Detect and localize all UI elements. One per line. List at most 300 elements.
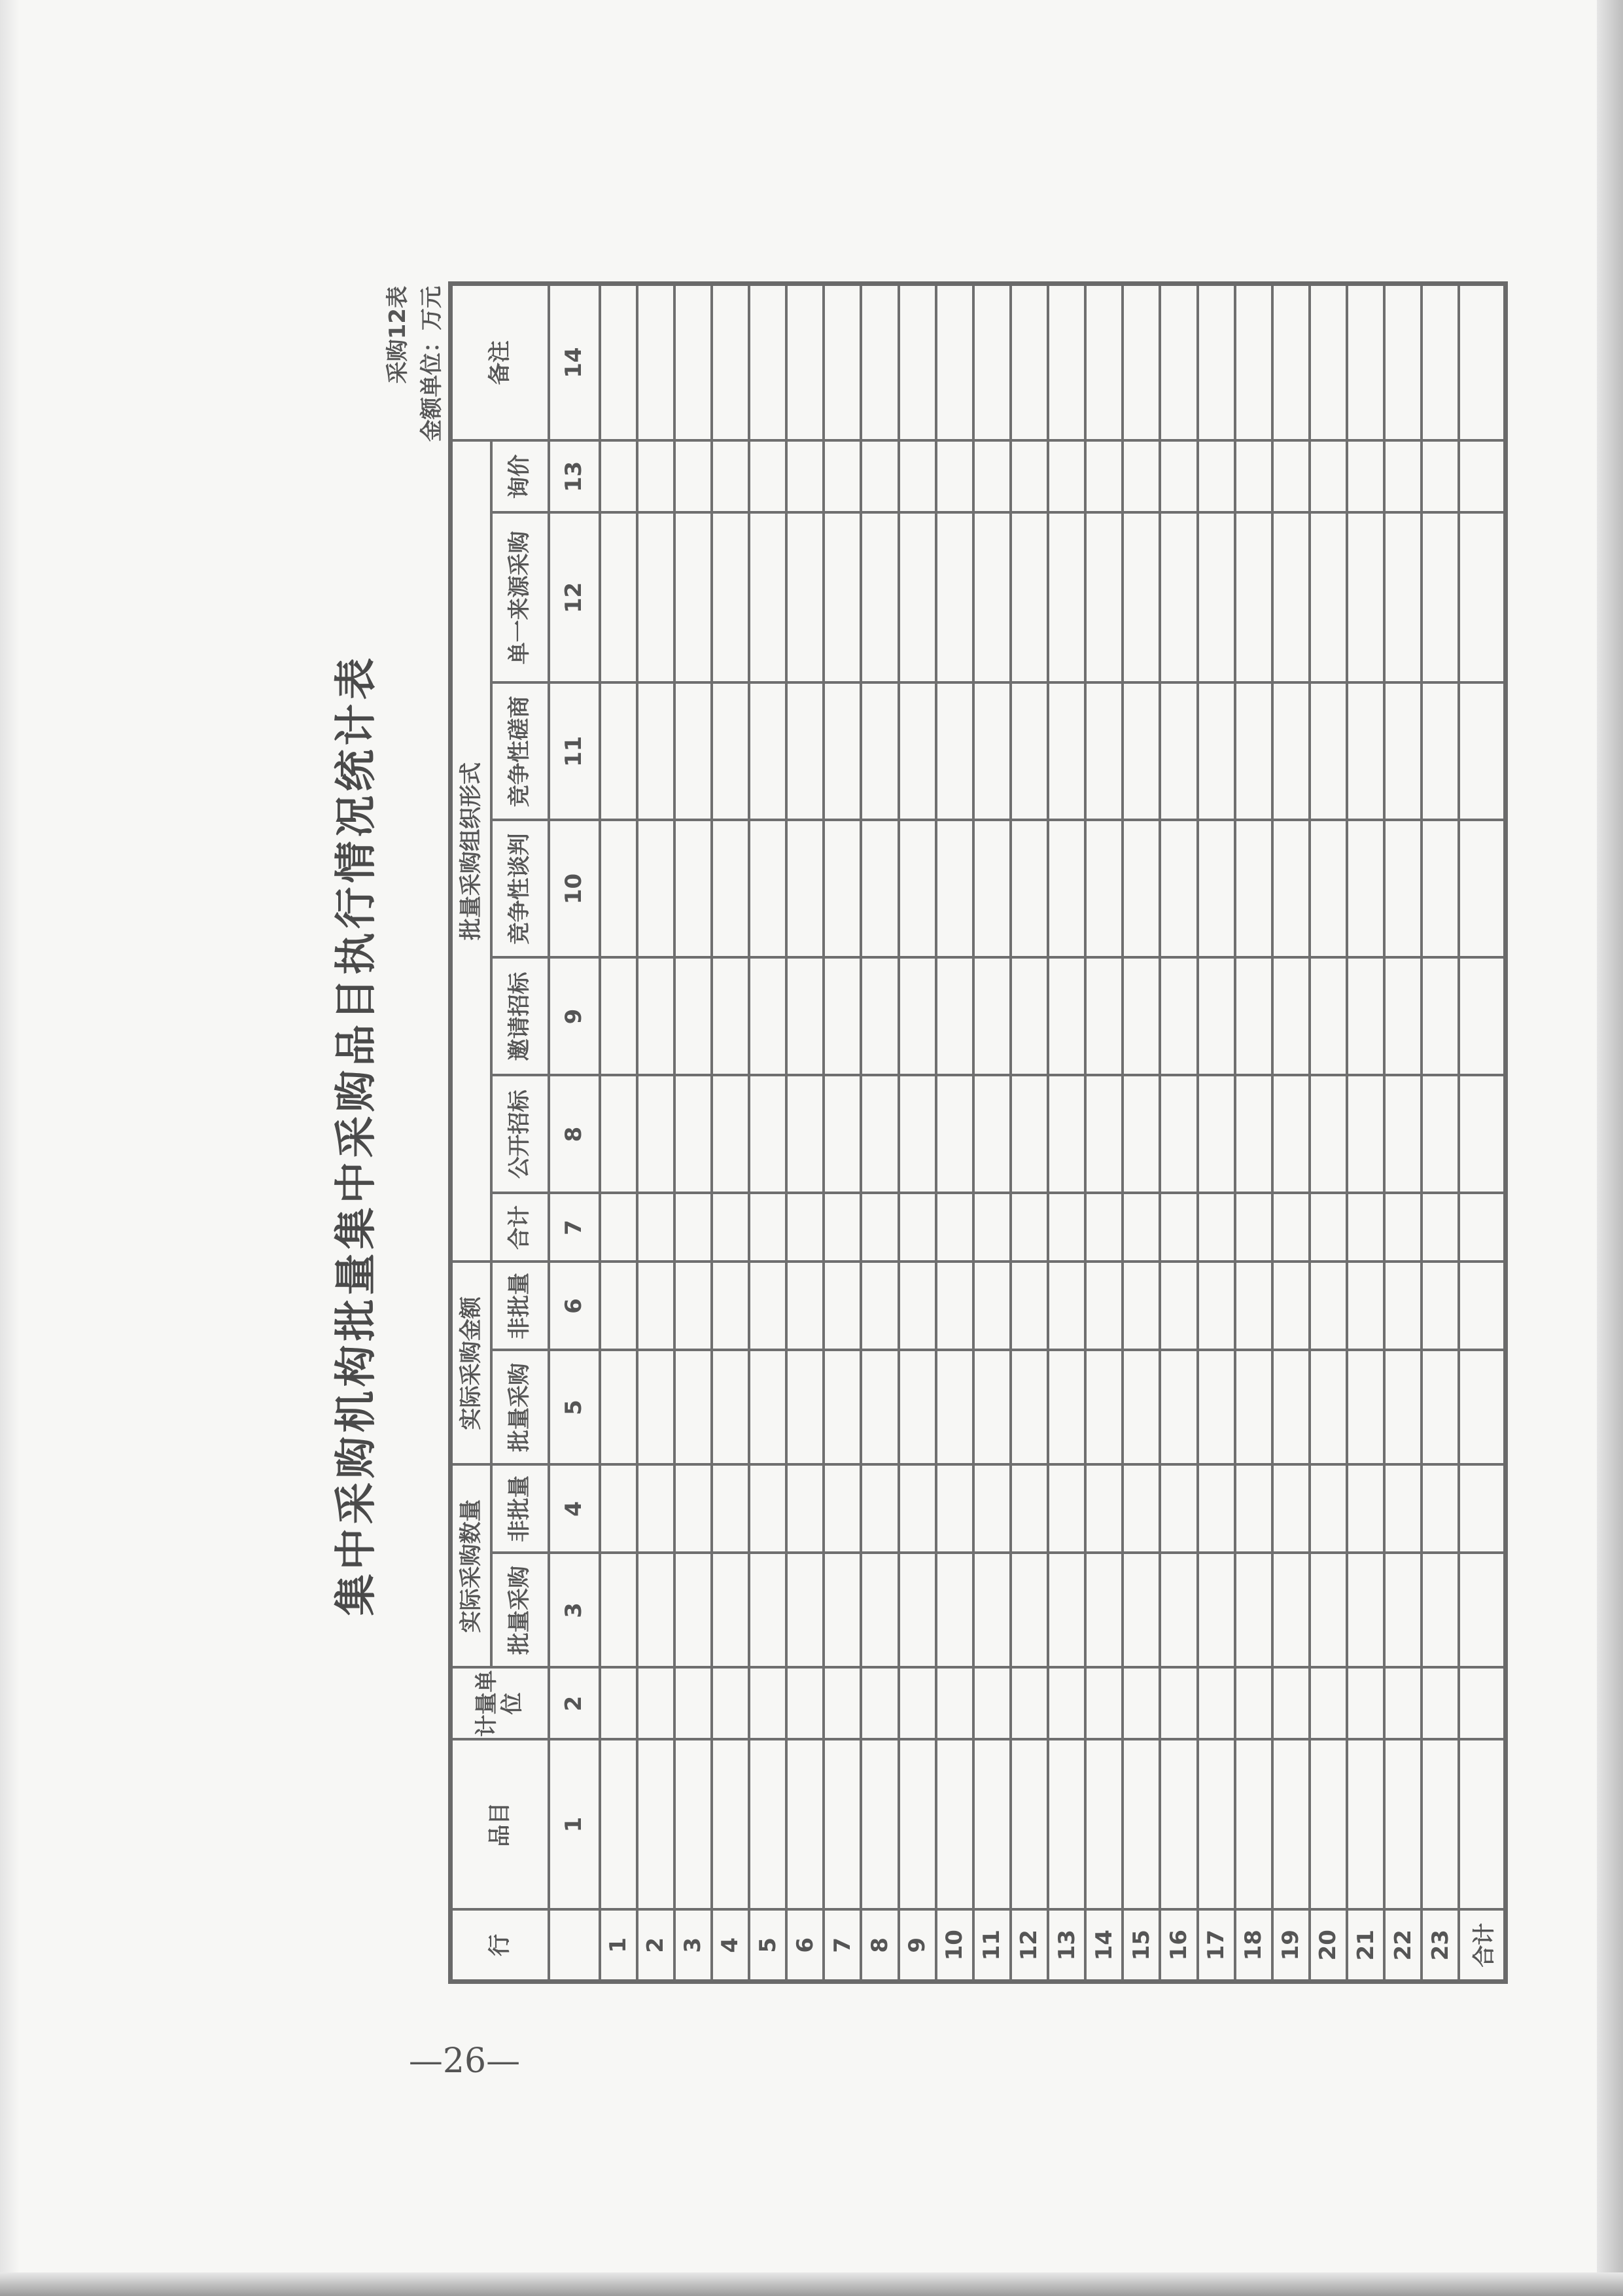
data-cell	[1235, 1465, 1272, 1553]
data-cell	[1384, 513, 1422, 683]
data-cell	[973, 1193, 1011, 1262]
data-cell	[1272, 1465, 1310, 1553]
table-row	[1459, 283, 1505, 1981]
data-cell	[1235, 1076, 1272, 1193]
data-cell	[899, 1668, 936, 1740]
data-cell	[861, 1076, 898, 1193]
data-cell	[1011, 440, 1048, 512]
data-cell	[637, 1193, 674, 1262]
data-cell	[1310, 440, 1347, 512]
header-measure-unit: 计量单位	[451, 1668, 549, 1740]
data-cell	[861, 1262, 898, 1351]
header-amt-non-batch: 非批量	[491, 1262, 549, 1351]
data-cell	[674, 513, 712, 683]
data-cell	[786, 440, 824, 512]
data-cell	[1422, 683, 1459, 821]
data-cell	[1422, 1076, 1459, 1193]
data-cell	[786, 958, 824, 1076]
header-inquiry: 询价	[491, 440, 549, 512]
data-cell	[973, 440, 1011, 512]
data-cell	[786, 1351, 824, 1465]
data-cell	[674, 1668, 712, 1740]
data-cell	[1272, 1262, 1310, 1351]
data-cell	[861, 440, 898, 512]
column-number-cell: 12	[549, 513, 600, 683]
data-cell	[1011, 283, 1048, 440]
data-cell	[1011, 1465, 1048, 1553]
data-cell	[712, 513, 749, 683]
header-method-group: 批量采购组织形式	[451, 440, 491, 1262]
data-cell	[1085, 1553, 1123, 1668]
data-cell	[1310, 283, 1347, 440]
data-cell	[674, 683, 712, 821]
data-cell	[600, 1262, 637, 1351]
data-cell	[861, 1668, 898, 1740]
data-cell	[899, 1076, 936, 1193]
data-cell	[899, 1465, 936, 1553]
data-cell	[1011, 1076, 1048, 1193]
data-cell	[1048, 958, 1085, 1076]
data-cell	[1384, 958, 1422, 1076]
data-cell	[1272, 1076, 1310, 1193]
data-cell	[1011, 821, 1048, 958]
header-remark: 备注	[451, 283, 549, 440]
data-cell	[936, 1553, 973, 1668]
data-cell	[600, 1076, 637, 1193]
data-cell	[824, 1465, 861, 1553]
header-qty-group: 实际采购数量	[451, 1465, 491, 1668]
data-cell	[1347, 440, 1384, 512]
data-cell	[1347, 958, 1384, 1076]
data-cell	[1235, 1193, 1272, 1262]
header-total: 合计	[491, 1193, 549, 1262]
data-cell	[1347, 1351, 1384, 1465]
row-number-cell: 10	[936, 1910, 973, 1982]
data-cell	[1310, 958, 1347, 1076]
data-cell	[1459, 283, 1505, 440]
data-cell	[674, 1553, 712, 1668]
header-open-bid: 公开招标	[491, 1076, 549, 1193]
data-cell	[1085, 683, 1123, 821]
row-number-cell: 13	[1048, 1910, 1085, 1982]
column-number-cell: 2	[549, 1668, 600, 1740]
data-cell	[899, 1193, 936, 1262]
table-row	[1160, 283, 1197, 1981]
data-cell	[1384, 440, 1422, 512]
data-cell	[1310, 1193, 1347, 1262]
data-cell	[1198, 1465, 1235, 1553]
row-number-cell: 15	[1123, 1910, 1160, 1982]
data-cell	[1198, 1351, 1235, 1465]
data-cell	[1310, 683, 1347, 821]
column-number-cell: 4	[549, 1465, 600, 1553]
data-cell	[1347, 683, 1384, 821]
row-number-cell: 6	[786, 1910, 824, 1982]
statistics-table	[448, 281, 1508, 1984]
scan-edge-right	[1597, 0, 1623, 2296]
column-number-cell: 3	[549, 1553, 600, 1668]
table-row	[712, 283, 749, 1981]
data-cell	[712, 1740, 749, 1910]
data-cell	[1123, 821, 1160, 958]
data-cell	[1235, 1351, 1272, 1465]
data-cell	[1048, 1076, 1085, 1193]
data-cell	[1123, 1193, 1160, 1262]
column-number-cell: 5	[549, 1351, 600, 1465]
data-cell	[1123, 683, 1160, 821]
data-cell	[637, 1465, 674, 1553]
header-qty-non-batch: 非批量	[491, 1465, 549, 1553]
row-number-cell: 21	[1347, 1910, 1384, 1982]
data-cell	[674, 1193, 712, 1262]
data-cell	[899, 1740, 936, 1910]
data-cell	[1160, 1740, 1197, 1910]
data-cell	[1160, 1262, 1197, 1351]
data-cell	[899, 283, 936, 440]
data-cell	[824, 1076, 861, 1193]
data-cell	[786, 821, 824, 958]
data-cell	[1085, 958, 1123, 1076]
table-row	[861, 283, 898, 1981]
data-cell	[1422, 283, 1459, 440]
column-number-cell: 10	[549, 821, 600, 958]
table-row	[824, 283, 861, 1981]
data-cell	[786, 1076, 824, 1193]
data-cell	[936, 683, 973, 821]
data-cell	[786, 683, 824, 821]
header-invite-bid: 邀请招标	[491, 958, 549, 1076]
data-cell	[1272, 1553, 1310, 1668]
paper-edge-left	[0, 0, 20, 2296]
data-cell	[1123, 1076, 1160, 1193]
page-number: —26—	[408, 2041, 521, 2081]
data-cell	[1160, 283, 1197, 440]
data-cell	[973, 821, 1011, 958]
header-row-label: 行	[451, 1910, 549, 1982]
data-cell	[1422, 440, 1459, 512]
data-cell	[674, 821, 712, 958]
data-cell	[712, 1262, 749, 1351]
data-cell	[637, 958, 674, 1076]
data-cell	[637, 1076, 674, 1193]
data-cell	[1310, 821, 1347, 958]
row-number-cell: 20	[1310, 1910, 1347, 1982]
data-cell	[1048, 1465, 1085, 1553]
row-number-cell: 1	[600, 1910, 637, 1982]
column-number-cell: 7	[549, 1193, 600, 1262]
data-cell	[600, 1351, 637, 1465]
data-cell	[637, 1668, 674, 1740]
header-comp-consult: 竞争性磋商	[491, 683, 549, 821]
amount-unit-label: 金额单位：万元	[419, 286, 445, 442]
data-cell	[1310, 1351, 1347, 1465]
data-cell	[861, 1193, 898, 1262]
data-cell	[749, 821, 786, 958]
data-cell	[749, 440, 786, 512]
data-cell	[1235, 1262, 1272, 1351]
data-cell	[1198, 440, 1235, 512]
data-cell	[1459, 1465, 1505, 1553]
data-cell	[600, 1553, 637, 1668]
data-cell	[749, 1740, 786, 1910]
data-cell	[1011, 683, 1048, 821]
data-cell	[786, 1262, 824, 1351]
header-amt-batch: 批量采购	[491, 1351, 549, 1465]
data-cell	[1160, 821, 1197, 958]
row-number-cell: 8	[861, 1910, 898, 1982]
table-row	[1123, 283, 1160, 1981]
data-cell	[1011, 1668, 1048, 1740]
data-cell	[824, 1553, 861, 1668]
data-cell	[1085, 440, 1123, 512]
row-number-cell: 12	[1011, 1910, 1048, 1982]
data-cell	[824, 440, 861, 512]
data-cell	[600, 683, 637, 821]
header-qty-batch: 批量采购	[491, 1553, 549, 1668]
data-cell	[1459, 1076, 1505, 1193]
data-cell	[1347, 1553, 1384, 1668]
data-cell	[1011, 1553, 1048, 1668]
data-cell	[1198, 1740, 1235, 1910]
data-cell	[1459, 1262, 1505, 1351]
row-number-cell: 3	[674, 1910, 712, 1982]
data-cell	[861, 683, 898, 821]
table-row	[1422, 283, 1459, 1981]
data-cell	[1198, 958, 1235, 1076]
data-cell	[1347, 1668, 1384, 1740]
data-cell	[1160, 1193, 1197, 1262]
row-number-cell: 23	[1422, 1910, 1459, 1982]
data-cell	[600, 1668, 637, 1740]
column-number-cell: 11	[549, 683, 600, 821]
data-cell	[1198, 1076, 1235, 1193]
data-cell	[1272, 683, 1310, 821]
data-cell	[712, 958, 749, 1076]
data-cell	[1011, 1262, 1048, 1351]
data-cell	[899, 958, 936, 1076]
data-cell	[749, 283, 786, 440]
table-row	[1384, 283, 1422, 1981]
data-cell	[1123, 1465, 1160, 1553]
row-number-cell: 11	[973, 1910, 1011, 1982]
data-cell	[1160, 440, 1197, 512]
data-cell	[936, 1076, 973, 1193]
data-cell	[1459, 1668, 1505, 1740]
data-cell	[899, 440, 936, 512]
data-cell	[637, 513, 674, 683]
data-cell	[1272, 958, 1310, 1076]
data-cell	[1160, 683, 1197, 821]
data-cell	[1160, 1668, 1197, 1740]
data-cell	[1160, 513, 1197, 683]
data-cell	[600, 440, 637, 512]
column-number-cell: 9	[549, 958, 600, 1076]
table-row	[674, 283, 712, 1981]
data-cell	[1422, 1465, 1459, 1553]
data-cell	[1310, 513, 1347, 683]
data-cell	[600, 958, 637, 1076]
data-cell	[712, 1351, 749, 1465]
data-cell	[1422, 821, 1459, 958]
data-cell	[861, 1351, 898, 1465]
data-cell	[1048, 1740, 1085, 1910]
table-row	[786, 283, 824, 1981]
data-cell	[1459, 1740, 1505, 1910]
data-cell	[1459, 958, 1505, 1076]
data-cell	[1459, 1193, 1505, 1262]
row-number-cell: 9	[899, 1910, 936, 1982]
data-cell	[1384, 821, 1422, 958]
data-cell	[1235, 821, 1272, 958]
data-cell	[1085, 1193, 1123, 1262]
table-row	[600, 283, 637, 1981]
data-cell	[637, 1740, 674, 1910]
data-cell	[1048, 1262, 1085, 1351]
data-cell	[1272, 1351, 1310, 1465]
form-title: 集中采购机构批量集中采购品目执行情况统计表	[332, 654, 381, 1616]
column-number-cell: 13	[549, 440, 600, 512]
data-cell	[749, 683, 786, 821]
data-cell	[1310, 1553, 1347, 1668]
data-cell	[1235, 440, 1272, 512]
data-cell	[1347, 283, 1384, 440]
data-cell	[749, 1668, 786, 1740]
data-cell	[749, 1262, 786, 1351]
data-cell	[1085, 1740, 1123, 1910]
data-cell	[749, 513, 786, 683]
data-cell	[1422, 1262, 1459, 1351]
data-cell	[1123, 1262, 1160, 1351]
column-number-cell: 8	[549, 1076, 600, 1193]
data-cell	[1459, 1351, 1505, 1465]
data-cell	[1459, 1553, 1505, 1668]
column-number-row	[549, 283, 600, 1981]
data-cell	[749, 1193, 786, 1262]
data-cell	[1272, 283, 1310, 440]
data-cell	[899, 1262, 936, 1351]
data-cell	[749, 1465, 786, 1553]
data-cell	[936, 958, 973, 1076]
data-cell	[749, 1076, 786, 1193]
data-cell	[1123, 513, 1160, 683]
data-cell	[1310, 1465, 1347, 1553]
data-cell	[824, 1740, 861, 1910]
data-cell	[637, 283, 674, 440]
data-cell	[1123, 1740, 1160, 1910]
data-cell	[1384, 1465, 1422, 1553]
data-cell	[1347, 1262, 1384, 1351]
data-cell	[1459, 683, 1505, 821]
data-cell	[936, 821, 973, 958]
data-cell	[936, 440, 973, 512]
table-row	[749, 283, 786, 1981]
data-cell	[712, 1553, 749, 1668]
table-row	[936, 283, 973, 1981]
data-cell	[824, 513, 861, 683]
data-cell	[637, 821, 674, 958]
row-number-cell: 5	[749, 1910, 786, 1982]
data-cell	[749, 1351, 786, 1465]
data-cell	[1384, 1262, 1422, 1351]
data-cell	[861, 958, 898, 1076]
data-cell	[1235, 1668, 1272, 1740]
data-cell	[637, 683, 674, 821]
data-cell	[749, 1553, 786, 1668]
data-cell	[674, 1262, 712, 1351]
data-cell	[1048, 1553, 1085, 1668]
data-cell	[1422, 1193, 1459, 1262]
data-cell	[712, 1465, 749, 1553]
data-cell	[1272, 1668, 1310, 1740]
data-cell	[1198, 1553, 1235, 1668]
data-cell	[936, 1262, 973, 1351]
data-cell	[674, 1740, 712, 1910]
data-cell	[1422, 1351, 1459, 1465]
data-cell	[1198, 1193, 1235, 1262]
data-cell	[674, 440, 712, 512]
data-cell	[899, 1553, 936, 1668]
data-cell	[1048, 283, 1085, 440]
table-row	[637, 283, 674, 1981]
data-cell	[1160, 1465, 1197, 1553]
table-body	[600, 283, 1506, 1981]
row-number-cell: 合计	[1459, 1910, 1505, 1982]
column-number-cell: 6	[549, 1262, 600, 1351]
data-cell	[1384, 1076, 1422, 1193]
data-cell	[712, 1193, 749, 1262]
data-cell	[712, 1668, 749, 1740]
table-row	[1048, 283, 1085, 1981]
data-cell	[1347, 1193, 1384, 1262]
row-number-cell: 4	[712, 1910, 749, 1982]
row-number-cell: 19	[1272, 1910, 1310, 1982]
data-cell	[824, 1351, 861, 1465]
header-amount-group: 实际采购金额	[451, 1262, 491, 1465]
data-cell	[674, 1076, 712, 1193]
scan-edge-bottom	[0, 2272, 1623, 2296]
data-cell	[1198, 683, 1235, 821]
data-cell	[1384, 1740, 1422, 1910]
data-cell	[824, 683, 861, 821]
data-cell	[786, 1740, 824, 1910]
data-cell	[899, 683, 936, 821]
data-cell	[1085, 283, 1123, 440]
data-cell	[936, 1351, 973, 1465]
data-cell	[786, 1553, 824, 1668]
table-row	[1272, 283, 1310, 1981]
row-number-cell: 7	[824, 1910, 861, 1982]
data-cell	[1048, 440, 1085, 512]
row-number-cell: 22	[1384, 1910, 1422, 1982]
data-cell	[936, 1193, 973, 1262]
rotated-form	[314, 286, 1596, 1984]
data-cell	[637, 1351, 674, 1465]
data-cell	[1235, 1740, 1272, 1910]
data-cell	[1085, 1465, 1123, 1553]
data-cell	[824, 821, 861, 958]
data-cell	[1272, 1740, 1310, 1910]
data-cell	[861, 1740, 898, 1910]
data-cell	[936, 513, 973, 683]
data-cell	[1048, 821, 1085, 958]
data-cell	[1235, 683, 1272, 821]
data-cell	[674, 1351, 712, 1465]
data-cell	[712, 440, 749, 512]
data-cell	[1422, 1668, 1459, 1740]
data-cell	[973, 283, 1011, 440]
data-cell	[1384, 1553, 1422, 1668]
data-cell	[824, 958, 861, 1076]
